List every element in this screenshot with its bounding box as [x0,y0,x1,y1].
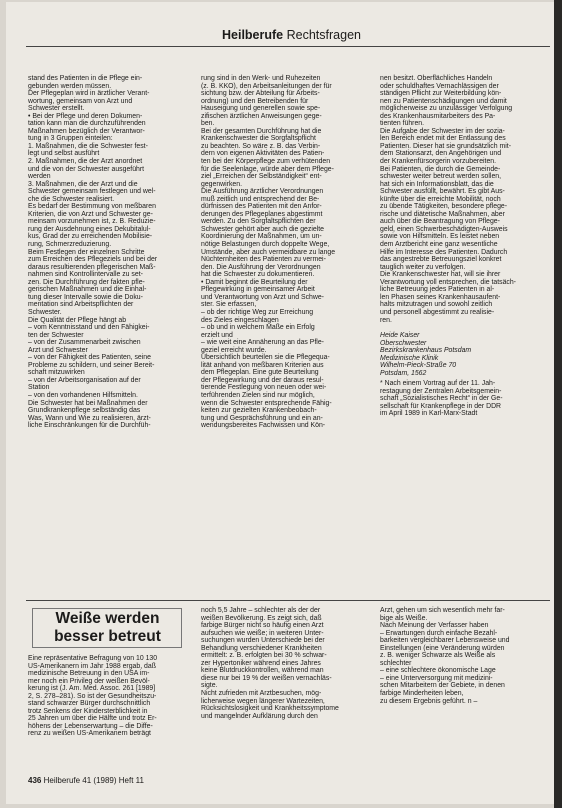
text-line: hat sich ein Informationsblatt, das die [380,180,494,188]
text-line: US-Amerikanern im Jahr 1988 ergab, daß [28,662,156,670]
text-line: der Pflegewirkung und der daraus resul- [201,376,324,384]
text-line: * Nach einem Vortrag auf der 11. Jah- [380,380,496,387]
text-line: Behandlung verschiedener Krankheiten [201,644,322,652]
text-line: Heide Kaiser [380,332,420,339]
text-line: im April 1989 in Karl-Marx-Stadt [380,410,478,418]
text-line: kus, Grad der zu erreichenden Mobilisie- [28,233,153,241]
text-line: Es bedarf der Bestimmung von meßbaren [28,203,156,211]
text-line: zu übende Tätigkeiten, besondere pflege- [380,203,508,211]
text-line: 3. Maßnahmen, die der Arzt und die [28,180,138,188]
text-line: Grundkrankenpflege selbständig das [28,407,141,415]
text-line: ben. [201,120,215,128]
text-line: liche Einschränkungen für die Durchfüh- [28,422,151,430]
text-line: – wie weit eine Annäherung an das Pfle- [201,339,324,347]
text-line: z. B. weniger Schwarze als Weiße als [380,652,496,660]
text-line: rung, Schmerzreduzierung. [28,241,112,249]
text-line: Station [28,384,50,392]
text-line: Nach Meinung der Verfasser haben [380,622,489,630]
text-line: Nüchternheiten des Patienten zu vermei- [201,256,326,264]
text-line: sowie von Hilfsmitteln. Es leistet neben [380,233,500,241]
text-line: Nicht zufrieden mit Arztbesuchen, mög- [201,690,322,698]
text-line: dürfnissen des Patienten mit den Anfor- [201,203,322,211]
text-line: wenn die Schwester entsprechende Fähig- [201,399,332,407]
text-line: renz zu weißen US-Amerikanern beträgt [28,730,151,738]
text-line: – ob der richtige Weg zur Erreichung [201,308,314,316]
text-line: wortung, gemeinsam von Arzt und [28,97,133,105]
text-line: sellschaft für Krankenpflege in der DDR [380,402,502,410]
text-line: sigte. [201,682,218,690]
text-line: tation kann man die durchzuführenden [28,120,146,128]
text-line: farbige Minderheiten leben, [380,690,464,698]
text-line: terführenden Zielen sind nur möglich, [201,391,315,399]
text-line: 2, S. 278–281). So ist der Gesundheitszu- [28,692,157,700]
text-line: suchungen wurden Unterschiede bei der [201,637,325,645]
text-line: auch über die Beantragung von Pflege- [380,218,500,226]
text-line: ren. [380,316,392,324]
text-line: dem Stationsarzt, den Angehörigen und [380,150,502,158]
column-1 [28,75,191,430]
text-line: Schwester erstellt. [28,105,85,113]
text-line: ster. Sie erfassen, [201,301,257,309]
text-line: dem Arztbericht eine ganz wesentliche [380,241,498,249]
text-line: liche Betreuung jedes Patienten in al- [380,286,495,294]
text-line: – ob und in welchem Maße ein Erfolg [201,324,315,332]
text-line: Koordinierung der Maßnahmen, um un- [201,233,322,241]
article-title: Weiße werden besser betreut [54,610,161,645]
text-line: Hilfe im Interesse des Patienten. Dadurch [380,248,508,256]
text-line: Potsdam, 1562 [380,369,427,377]
text-line: Bei Patienten, die durch die Gemeinde- [380,165,501,173]
text-line: Die Qualität der Pflege hängt ab [28,316,127,324]
text-line: Schwester gehört aber auch die gezielte [201,225,324,233]
text-line: Schwester gemeinsam festlegen und wel- [28,188,156,196]
text-line: meinsam vorzunehmen ist, z. B. Reduzie- [28,218,156,226]
text-line: Krankenschwester die Sorgfaltspflicht [201,135,316,143]
text-line: Oberschwester [380,339,427,347]
text-line: der Krankenfürsorgerin vorzubereiten. [380,158,497,166]
text-line: Übersichtlich beurteilen sie die Pflegequa- [201,354,330,362]
text-line: schlechter [380,659,412,667]
text-line: 1. Maßnahmen, die die Schwester fest- [28,142,148,150]
text-line: Arzt und Schwester [28,346,88,354]
text-line: legt und selbst ausführt [28,150,100,158]
text-line: hat die Schwester zu dokumentieren. [201,271,315,279]
text-line: Bezirkskrankenhaus Potsdam [380,347,472,355]
text-line: mer noch ein Privileg der weißen Bevöl- [28,677,150,685]
text-line: ermittelt: z. B. erfolgten bei 30 % schwar- [201,652,327,660]
text-line: zu beachten. So wäre z. B. das Verbin- [201,142,321,150]
text-line: Was, Wann und Wie zu realisieren, ärzt- [28,414,151,422]
text-line: • Bei der Pflege und deren Dokumen- [28,112,143,120]
article-divider [26,600,550,601]
text-line: – eine schlechtere ökonomische Lage [380,667,496,675]
text-line: möglicherweise zu unzulässiger Verfolgung [380,105,513,113]
text-line: werden. Zu den Sorgfaltspflichten der [201,218,316,226]
text-line: Schwester ausfüllt, bewährt. Es gibt Aus- [380,188,505,196]
text-line: ständigen Pflicht zur Weiterbildung kön- [380,90,502,98]
text-line: Schwester. [28,308,62,316]
text-line: wendungsbereites Fachwissen und Kön- [201,422,326,430]
text-line: derungen des Pflegeplanes abgestimmt [201,210,323,218]
column-2 [201,75,371,430]
text-line: Die Ausführung ärztlicher Verordnungen [201,188,324,196]
text-line: Maßnahmen bezüglich der Verantwor- [28,127,145,135]
text-line: keiten zur gezielten Krankenbeobach- [201,407,317,415]
text-line: nahmen sind Kontrollintervalle zu set- [28,271,143,279]
text-line: tung dieser Intervalle sowie die Doku- [28,293,143,301]
text-line: Die Krankenschwester hat, will sie ihrer [380,271,501,279]
header-rule [26,46,550,47]
text-line: Patienten. Dieser hat sie grundsätzlich mit- [380,142,511,150]
text-line: Pflegewirkung in gemeinsamer Arbeit [201,286,315,294]
article2-column-3 [380,607,540,792]
text-line: ordnung) und den Betreibenden für [201,97,309,105]
text-line: und Verantwortung von Arzt und Schwe- [201,293,324,301]
text-line: oder schuldhaftes Vernachlässigen der [380,82,499,90]
text-line: rung sind in den Werk- und Ruhezeiten [201,75,321,82]
text-line: rische und diätetische Maßnahmen, aber [380,210,505,218]
text-line: farbige Bürger nicht so häufig einen Arzt [201,622,324,630]
text-line: gebunden werden müssen. [28,82,112,90]
text-line: zum Erreichen des Pflegeziels und bei der [28,256,158,264]
text-line: Der Pflegeplan wird in ärztlicher Verant- [28,90,150,98]
text-line: – von der Zusammenarbeit zwischen [28,339,141,347]
text-line: gegenwirken. [201,180,242,188]
article2-column-2 [201,607,371,792]
text-line: zer Hypertoniker während eines Jahres [201,659,321,667]
text-line: 25 Jahren um über die Hälfte und trotz Er- [28,715,157,723]
text-line: zen. Die Durchführung der fakten pfle- [28,278,145,286]
text-line: Medizinische Klinik [380,354,439,362]
text-line: Probleme zu schildern, und seiner Bereit- [28,361,155,369]
text-line: mentation sind Arbeitspflichten der [28,301,134,309]
text-line: weißen Bevölkerung. Es zeigt sich, daß [201,614,322,622]
text-line: schwester weiter betreut werden sollen, [380,173,502,181]
page-edge-shadow [554,0,562,808]
text-line: gerischen Maßnahmen und die Einhal- [28,286,147,294]
text-line: – von der Fähigkeit des Patienten, seine [28,354,151,362]
text-line: des Krankenhausmitarbeiters des Pa- [380,112,496,120]
text-line: restagung der Zentralen Arbeitsgemein- [380,387,502,395]
text-line: nen zu Patientenschädigungen und damit [380,97,507,105]
text-line: Arzt, gehen um sich wesentlich mehr far- [380,607,505,614]
text-line: Beim Festlegen der einzelnen Schritte [28,248,145,256]
text-line: für die Seelenlage, würde aber dem Pflege- [201,165,334,173]
text-line: medizinische Betreuung in den USA im- [28,670,150,678]
header-title-bold: Heilberufe [222,28,284,42]
section-header [222,28,361,42]
text-line: schaft mitzuwirken [28,369,85,377]
text-line: Hauseigung und generellen sowie spe- [201,105,321,113]
text-line: • Damit beginnt die Beurteilung der [201,278,308,286]
text-line: (z. B. KKO), den Arbeitsanleitungen der für [201,82,332,90]
text-line: diese nur bei 19 % der weißen vernachläs- [201,674,332,682]
footnote-block [380,380,540,495]
text-line: muß zeitlich und entsprechend der Be- [201,195,320,203]
text-line: werden [28,173,51,181]
text-line: nen besitzt. Oberflächliches Handeln [380,75,493,82]
text-line: sichtung bzw. der Abteilung für Arbeits- [201,90,320,98]
text-line: Kriterien, die von Arzt und Schwester ge- [28,210,153,218]
text-line: und mangelnder Aufklärung durch den [201,712,318,720]
text-line: rung der Ausdehnung eines Dekubitalul- [28,225,151,233]
text-line: ten der Schwester [28,331,84,339]
text-line: barkeiten vergleichbarer Lebensweise und [380,637,510,645]
text-line: Die Schwester hat bei Maßnahmen der [28,399,148,407]
text-line: halts mitzutragen und sowohl zeitlich [380,301,493,309]
text-line: geziel erreicht wurde. [201,346,267,354]
text-line: Wilhelm-Pieck-Straße 70 [380,362,457,370]
text-line: des Zieles eingeschlagen [201,316,279,324]
text-line: Einstellungen (eine Veränderung würden [380,644,505,652]
text-line: bige als Weiße. [380,614,428,622]
text-line: dern von eigenen Aktivitäten des Patien- [201,150,325,158]
text-line: höhens der Lebenserwartung – die Diffe- [28,722,153,730]
text-line: und personell abgestimmt zu realisie- [380,308,495,316]
text-line: zu diesem Ergebnis geführt. n – [380,697,478,705]
header-title-rest: Rechtsfragen [286,28,361,42]
text-line: erzielt und [201,331,233,339]
text-line: das angestrebte Betreuungsziel konkret [380,256,502,264]
text-line: keine Blutdruckkontrollen, während man [201,667,324,675]
text-line: tauglich weiter zu verfolgen. [380,263,466,271]
text-line: dem Pflegeplan. Eine gute Beurteilung [201,369,319,377]
text-line: 2. Maßnahmen, die der Arzt anordnet [28,158,143,166]
text-line: aufsuchen wie weiße; in weiteren Unter- [201,629,324,637]
text-line: Die Aufgabe der Schwester im der sozia- [380,127,505,135]
text-line: trotz Senkens der Kindersterblichkeit in [28,707,148,715]
text-line: len Bereich endet mit der Entlassung des [380,135,506,143]
text-line: Umstände, aber auch vermeidbare zu lange [201,248,336,256]
text-line: licherweise wegen längerer Wartezeiten, [201,697,325,705]
text-line: Bei der gesamten Durchführung hat die [201,127,322,135]
text-line: tung in 3 Gruppen einteilen: [28,135,113,143]
text-line: tierende Festlegung von neuen oder wei- [201,384,327,392]
article2-column-1 [28,655,191,770]
text-line: Rücksichtslosigkeit und Krankheitssymptome [201,705,339,713]
text-line: geld, einen Schwerbeschädigten-Ausweis [380,225,508,233]
journal-citation: Heilberufe 41 (1989) Heft 11 [43,776,144,785]
text-line: Verantwortung voll entsprechen, die tatsäch- [380,278,516,286]
text-line: ten bei der Körperpflege zum verhütenden [201,158,331,166]
page-footer [28,776,144,785]
text-line: stand des Patienten in die Pflege ein- [28,75,143,82]
text-line: daraus resultierenden pflegerischen Maß- [28,263,156,271]
text-line: den. Die Ausführung der Verordnungen [201,263,321,271]
page-number: 436 [28,776,42,785]
text-line: schaft „Sozialistisches Recht“ in der Ge- [380,395,503,403]
text-line: – vom Kenntnisstand und den Fähigkei- [28,324,150,332]
text-line: künfte über die erreichte Mobilität, noch [380,195,501,203]
text-line: – von den vorhandenen Hilfsmitteln. [28,391,138,399]
text-line: tienten führen. [380,120,425,128]
text-line: lität anhand von meßbaren Kriterien aus [201,361,324,369]
text-line: schen Mitarbeitern der Gebiete, in denen [380,682,505,690]
text-line: – eine Unterversorgung mit medizini- [380,674,493,682]
text-line: stand schwarzer Bürger durchschnittlich [28,700,151,708]
text-line: noch 5,5 Jahre – schlechter als der der [201,607,321,614]
text-line: tung und Gesprächsführung und ein an- [201,414,323,422]
text-line: – Erwartungen durch einfache Bezahl- [380,629,498,637]
text-line: kerung ist (J. Am. Med. Assoc. 261 [1989] [28,685,156,693]
text-line: – von der Arbeitsorganisation auf der [28,376,141,384]
text-line: nötige Belastungen durch doppelte Wege, [201,241,330,249]
text-line: Eine repräsentative Befragung von 10 130 [28,655,158,662]
text-line: len Phasen seines Krankenhausaufent- [380,293,501,301]
text-line: che die Schwester realisiert. [28,195,115,203]
text-line: ziel „Erreichen der Selbständigkeit“ ent- [201,173,322,181]
text-line: zifischen ärztlichen Anweisungen gege- [201,112,322,120]
text-line: und die von der Schwester ausgeführt [28,165,145,173]
